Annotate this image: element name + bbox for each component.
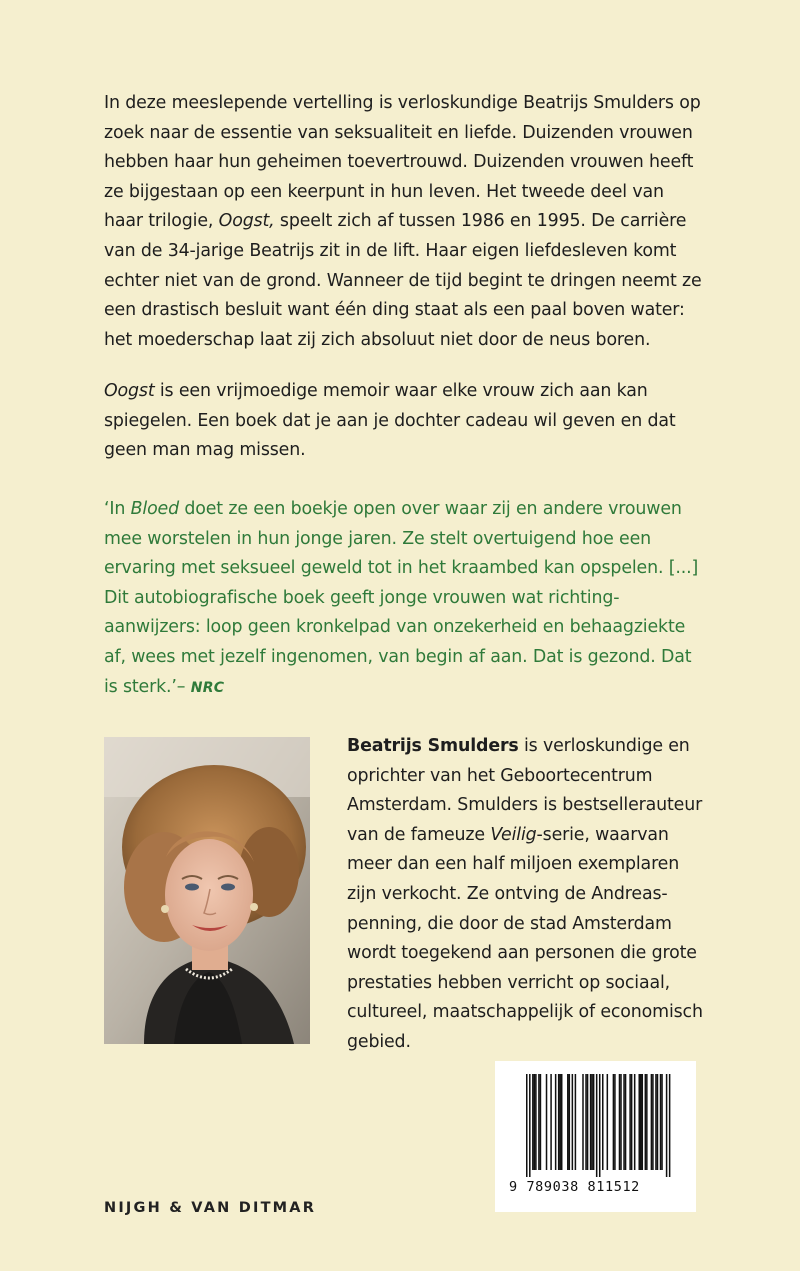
barcode-bar (602, 1074, 604, 1170)
isbn-barcode (495, 1061, 696, 1212)
barcode-bar (625, 1074, 627, 1170)
barcode-bar (607, 1074, 609, 1170)
quote-text: doet ze een boekje open over waar zij en andere vrouwen mee worstelen in hun jonge jaren. Ze stelt overtuigend hoe een ervaring met seksueel geweld tot in het kraambed kan opspelen. [...] Dit autobiografische boek geeft jonge vrouwen wat richting-aanwijzers: loop geen kronkelpad van onzekerheid en behaagziekte af, wees met jezelf ingenomen, van begin af aan. Dat is gezond. Dat is sterk.’– (104, 499, 699, 697)
barcode-bar (529, 1074, 531, 1177)
barcode-bar (538, 1074, 540, 1170)
isbn-number: 9 789038 811512 (509, 1179, 640, 1195)
barcode-bar (623, 1074, 625, 1170)
barcode-bar (666, 1074, 668, 1177)
barcode-bar (555, 1074, 557, 1170)
barcode-bar (657, 1074, 659, 1170)
barcode-bar (645, 1074, 647, 1170)
barcode-bar (660, 1074, 662, 1170)
publisher-name: NIJGH & VAN DITMAR (104, 1200, 317, 1216)
barcode-bar (532, 1074, 534, 1170)
author-name: Beatrijs Smulders (347, 736, 519, 756)
barcode-bar (526, 1074, 528, 1177)
barcode-bar (651, 1074, 653, 1170)
barcode-bar (550, 1074, 552, 1170)
book-title-oogst-pitch: Oogst (104, 381, 155, 401)
bio-text-start: is verloskundige en oprichter van het Geboortecentrum Amsterdam. Smulders is bestsellerauteur van de fameuze (347, 736, 703, 845)
barcode-bar (593, 1074, 595, 1170)
barcode-bar (582, 1074, 584, 1170)
barcode-bar (655, 1074, 657, 1170)
barcode-bar (669, 1074, 671, 1177)
barcode-bar (629, 1074, 631, 1170)
barcode-bar (638, 1074, 640, 1170)
barcode-bar (569, 1074, 571, 1170)
review-quote (104, 495, 704, 703)
barcode-bar (567, 1074, 569, 1170)
quote-source: NRC (190, 679, 225, 696)
barcode-bar (546, 1074, 548, 1170)
series-title-veilig: Veilig (490, 824, 537, 845)
barcode-bar (642, 1074, 644, 1170)
pitch-paragraph (104, 377, 704, 466)
barcode-bar (661, 1074, 663, 1170)
barcode-bar (640, 1074, 642, 1170)
pitch-text: is een vrijmoedige memoir waar elke vrouw zich aan kan spiegelen. Een boek dat je aan je dochter cadeau wil geven en dat geen man mag missen. (104, 381, 676, 461)
barcode-bar (591, 1074, 593, 1170)
barcode-bar (599, 1074, 601, 1177)
barcode-bar (587, 1074, 589, 1170)
barcode-bar (535, 1074, 537, 1170)
barcode-bar (559, 1074, 561, 1170)
blurb-text-end: speelt zich af tussen 1986 en 1995. De carrière van de 34-jarige Beatrijs zit in de lift. Haar eigen liefdesleven komt echter niet van de grond. Wanneer de tijd begint te dringen neemt ze een drastisch besluit want één ding staat als een paal boven water: het moederschap laat zij zich absoluut niet door de neus boren. (104, 211, 702, 350)
barcode-bar (619, 1074, 621, 1170)
blurb-text-start: In deze meeslepende vertelling is verloskundige Beatrijs Smulders op zoek naar de essentie van seksualiteit en liefde. Duizenden vrouwen hebben haar hun geheimen toevertrouwd. Duizenden vrouwen heeft ze bijgestaan op een keerpunt in hun leven. Het tweede deel van haar trilogie, (104, 93, 701, 232)
barcode-bars (526, 1074, 671, 1177)
barcode-bar (558, 1074, 560, 1170)
barcode-bar (652, 1074, 654, 1170)
author-bio (347, 732, 707, 1058)
barcode-bar (596, 1074, 598, 1177)
barcode-bar (575, 1074, 577, 1170)
barcode-bar (613, 1074, 615, 1170)
book-title-bloed: Bloed (130, 499, 179, 519)
barcode-bar (614, 1074, 616, 1170)
barcode-bar (620, 1074, 622, 1170)
blurb-paragraph (104, 89, 704, 355)
quote-open: ‘In (104, 499, 131, 519)
author-photo (104, 737, 310, 1044)
barcode-bar (634, 1074, 636, 1170)
barcode-bar (646, 1074, 648, 1170)
barcode-bar (590, 1074, 592, 1170)
book-title-oogst: Oogst, (218, 211, 275, 232)
bio-text-end: -serie, waarvan meer dan een half miljoen exemplaren zijn verkocht. Ze ontving de Andreas-penning, die door de stad Amsterdam wordt toegekend aan personen die grote prestaties hebben verricht op sociaal, cultureel, maatschappelijk of economisch gebied. (347, 824, 703, 1052)
barcode-bar (561, 1074, 563, 1170)
barcode-bar (572, 1074, 574, 1170)
barcode-bar (631, 1074, 633, 1170)
barcode-bar (585, 1074, 587, 1170)
barcode-bar (540, 1074, 542, 1170)
barcode-bar (534, 1074, 536, 1170)
